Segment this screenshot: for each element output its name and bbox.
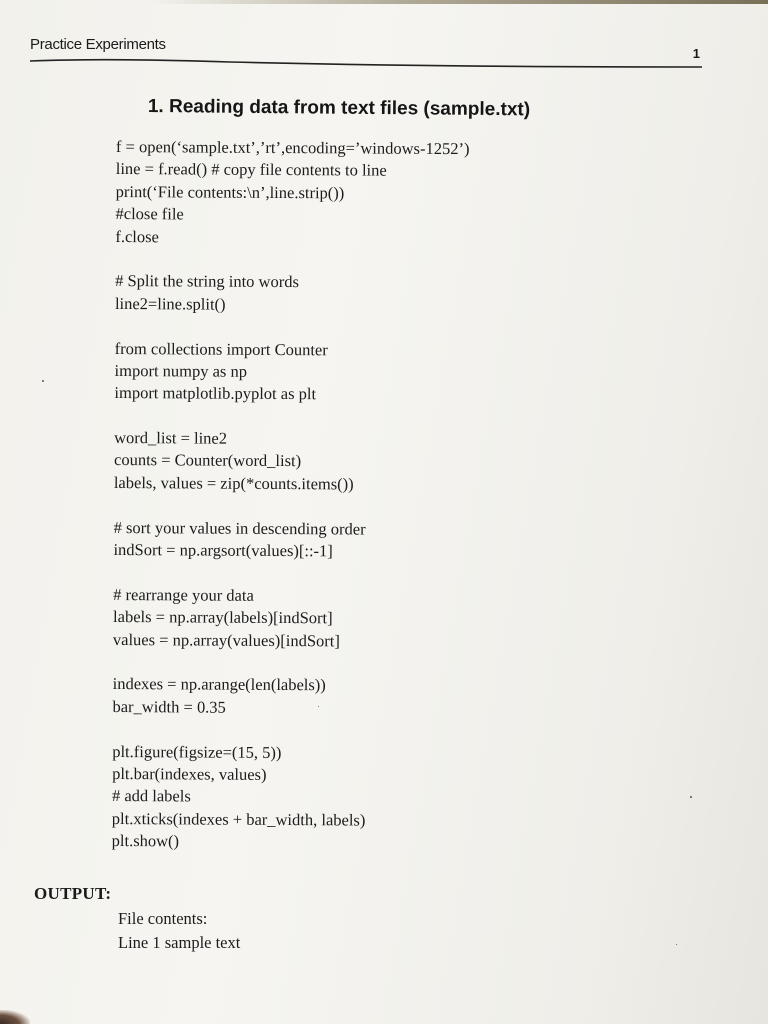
code-listing xyxy=(112,136,470,855)
code-line xyxy=(113,651,467,676)
paper-speck xyxy=(690,796,692,798)
output-line: Line 1 sample text xyxy=(118,933,241,952)
output-label: OUTPUT: xyxy=(34,884,112,903)
code-line: plt.show() xyxy=(111,831,180,851)
code-line: f = open(‘sample.txt’,’rt’,encoding=’windows-1252’) xyxy=(115,136,470,159)
code-line: # rearrange your data xyxy=(113,584,254,605)
code-line: # sort your values in descending order xyxy=(113,517,366,539)
output-block xyxy=(118,907,240,955)
code-line xyxy=(115,315,469,340)
page-edge-shadow xyxy=(150,0,768,4)
code-line: import matplotlib.pyplot as plt xyxy=(114,383,317,404)
section-title: 1. Reading data from text files (sample.txt) xyxy=(147,96,531,121)
code-line: labels = np.array(labels)[indSort] xyxy=(113,607,333,628)
code-line xyxy=(114,405,468,430)
code-line: word_list = line2 xyxy=(114,428,228,448)
page-corner-shadow xyxy=(0,1010,30,1024)
header-title: Practice Experiments xyxy=(30,36,166,53)
code-line: indexes = np.arange(len(labels)) xyxy=(112,674,326,695)
paper-speck xyxy=(42,380,44,382)
paper-speck xyxy=(676,944,677,945)
code-line xyxy=(112,718,466,743)
code-line: counts = Counter(word_list) xyxy=(113,450,302,471)
code-line: import numpy as np xyxy=(114,360,248,381)
paper-speck xyxy=(318,706,319,707)
code-line: # Split the string into words xyxy=(115,271,299,292)
code-line: bar_width = 0.35 xyxy=(112,696,226,717)
code-line xyxy=(114,494,468,519)
code-line: plt.figure(figsize=(15, 5)) xyxy=(112,741,282,762)
code-line: indSort = np.argsort(values)[::-1] xyxy=(113,540,333,561)
code-line: line = f.read() # copy file contents to line xyxy=(115,159,387,181)
running-header xyxy=(30,36,702,70)
code-line xyxy=(115,248,469,273)
code-line: from collections import Counter xyxy=(114,338,328,359)
code-line xyxy=(113,561,467,586)
code-line: print(‘File contents:\n’,line.strip()) xyxy=(115,181,345,203)
code-line: plt.bar(indexes, values) xyxy=(112,763,267,784)
code-line: values = np.array(values)[indSort] xyxy=(112,629,340,650)
code-line: f.close xyxy=(115,226,159,246)
page-number: 1 xyxy=(692,46,700,61)
output-line: File contents: xyxy=(118,909,208,928)
code-line: line2=line.split() xyxy=(114,293,226,314)
code-line: #close file xyxy=(115,204,184,224)
code-line: plt.xticks(indexes + bar_width, labels) xyxy=(111,808,366,830)
code-line: # add labels xyxy=(111,786,191,806)
code-line: labels, values = zip(*counts.items()) xyxy=(113,472,354,494)
header-rule xyxy=(30,58,702,70)
